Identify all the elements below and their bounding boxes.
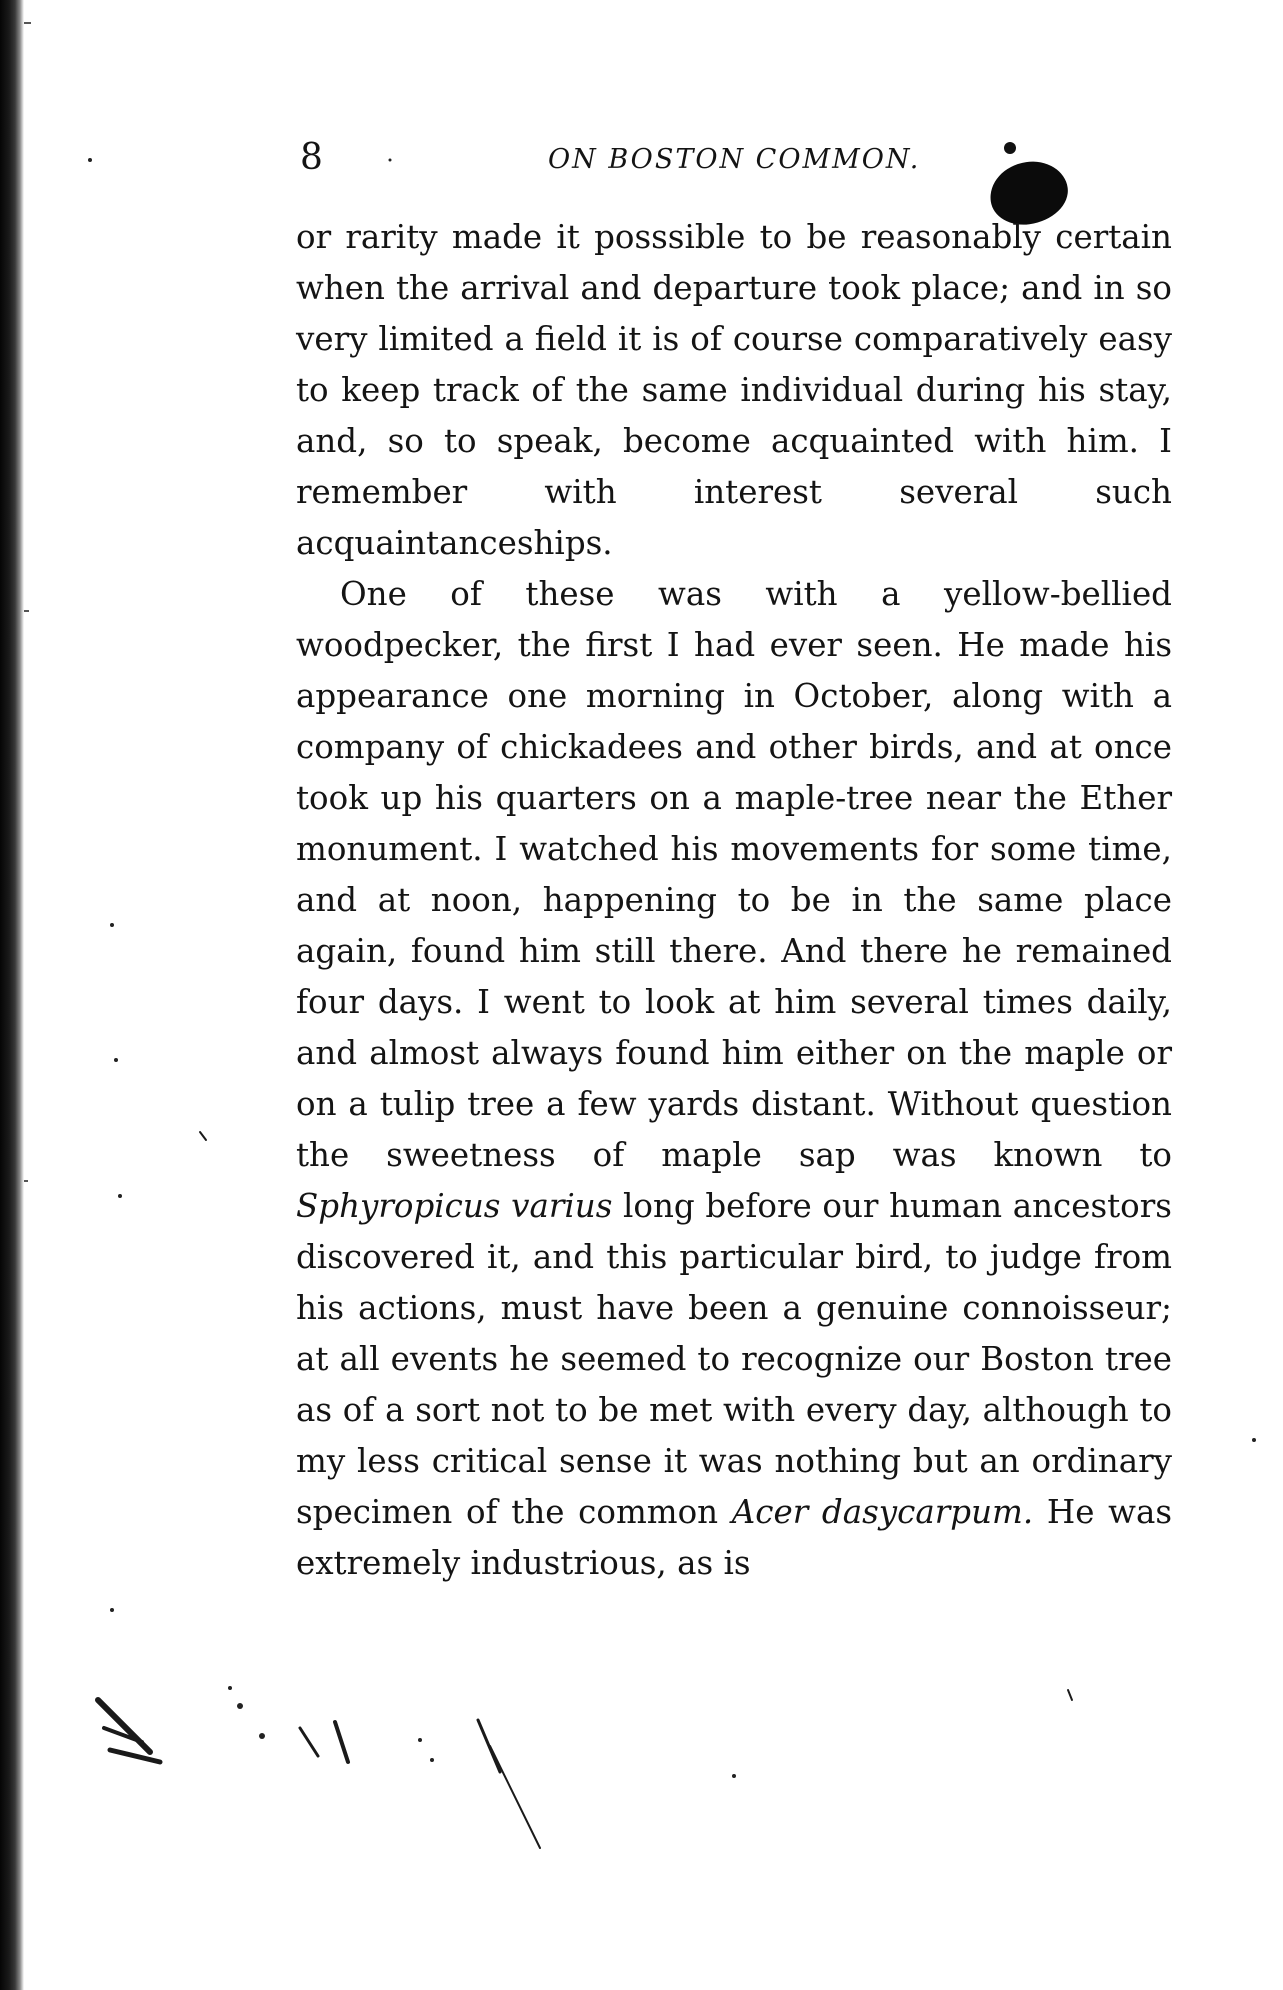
scan-speck — [24, 22, 31, 24]
ink-stroke — [335, 1722, 348, 1762]
ink-stroke — [98, 1700, 150, 1752]
paragraph-2 — [296, 569, 1172, 1589]
paragraph-2-text-b: long before our human ancestors discovered it, and this particular bird, to judge from his actions, must have been a genuine connoisseur; at all events he seemed to recognize our Boston tree as of a sort not to be met with every day, although to my less critical sense it was nothing but an ordinary specimen of the common — [296, 1187, 1172, 1531]
ink-stroke — [104, 1728, 142, 1742]
page-number: 8 — [300, 137, 323, 178]
ink-stroke — [490, 1746, 540, 1848]
scan-speck — [24, 610, 29, 612]
ink-speck — [430, 1758, 434, 1762]
paragraph-2-text-a: One of these was with a yellow-bellied woodpecker, the first I had ever seen. He made his appearance one morning in October, along with a company of chickadees and other birds, and at once took up his quarters on a maple-tree near the Ether monument. I watched his movements for some time, and at noon, happening to be in the same place again, found him still there. And there he remained four days. I went to look at him several times daily, and almost always found him either on the maple or on a tulip tree a few yards distant. Without question the sweetness of maple sap was known to — [296, 575, 1172, 1174]
ink-speck — [732, 1774, 736, 1778]
ink-stroke — [200, 1132, 206, 1140]
ink-speck — [118, 1194, 122, 1198]
ink-dot — [1004, 142, 1016, 154]
running-head: ON BOSTON COMMON. — [548, 144, 921, 175]
binding-edge — [0, 0, 24, 1990]
ink-stroke — [1068, 1690, 1072, 1700]
ink-stroke — [110, 1750, 160, 1762]
paragraph-1-text: or rarity made it posssible to be reasonably certain when the arrival and departure took place; and in so very limited a field it is of course comparatively easy to keep track of the same individual during his stay, and, so to speak, become acquainted with him. I remember with interest several such acquaintanceships. — [296, 218, 1172, 562]
paragraph-2-text-c: He was extremely industrious, as is — [296, 1493, 1172, 1582]
species-name-2: Acer dasycarpum. — [731, 1493, 1034, 1531]
ink-stroke — [478, 1720, 500, 1772]
ink-speck — [259, 1733, 265, 1739]
ink-speck — [110, 923, 114, 927]
ink-speck — [110, 1608, 114, 1612]
ink-speck — [418, 1738, 422, 1742]
ink-speck — [228, 1686, 232, 1690]
ink-speck — [88, 158, 92, 162]
ink-speck — [237, 1703, 243, 1709]
body-text — [296, 212, 1172, 1589]
species-name-1: Sphyropicus varius — [296, 1187, 613, 1225]
ink-speck — [114, 1058, 118, 1062]
scan-speck — [24, 1180, 28, 1182]
ink-speck — [1252, 1438, 1256, 1442]
paragraph-1 — [296, 212, 1172, 569]
ink-stroke — [300, 1728, 318, 1756]
